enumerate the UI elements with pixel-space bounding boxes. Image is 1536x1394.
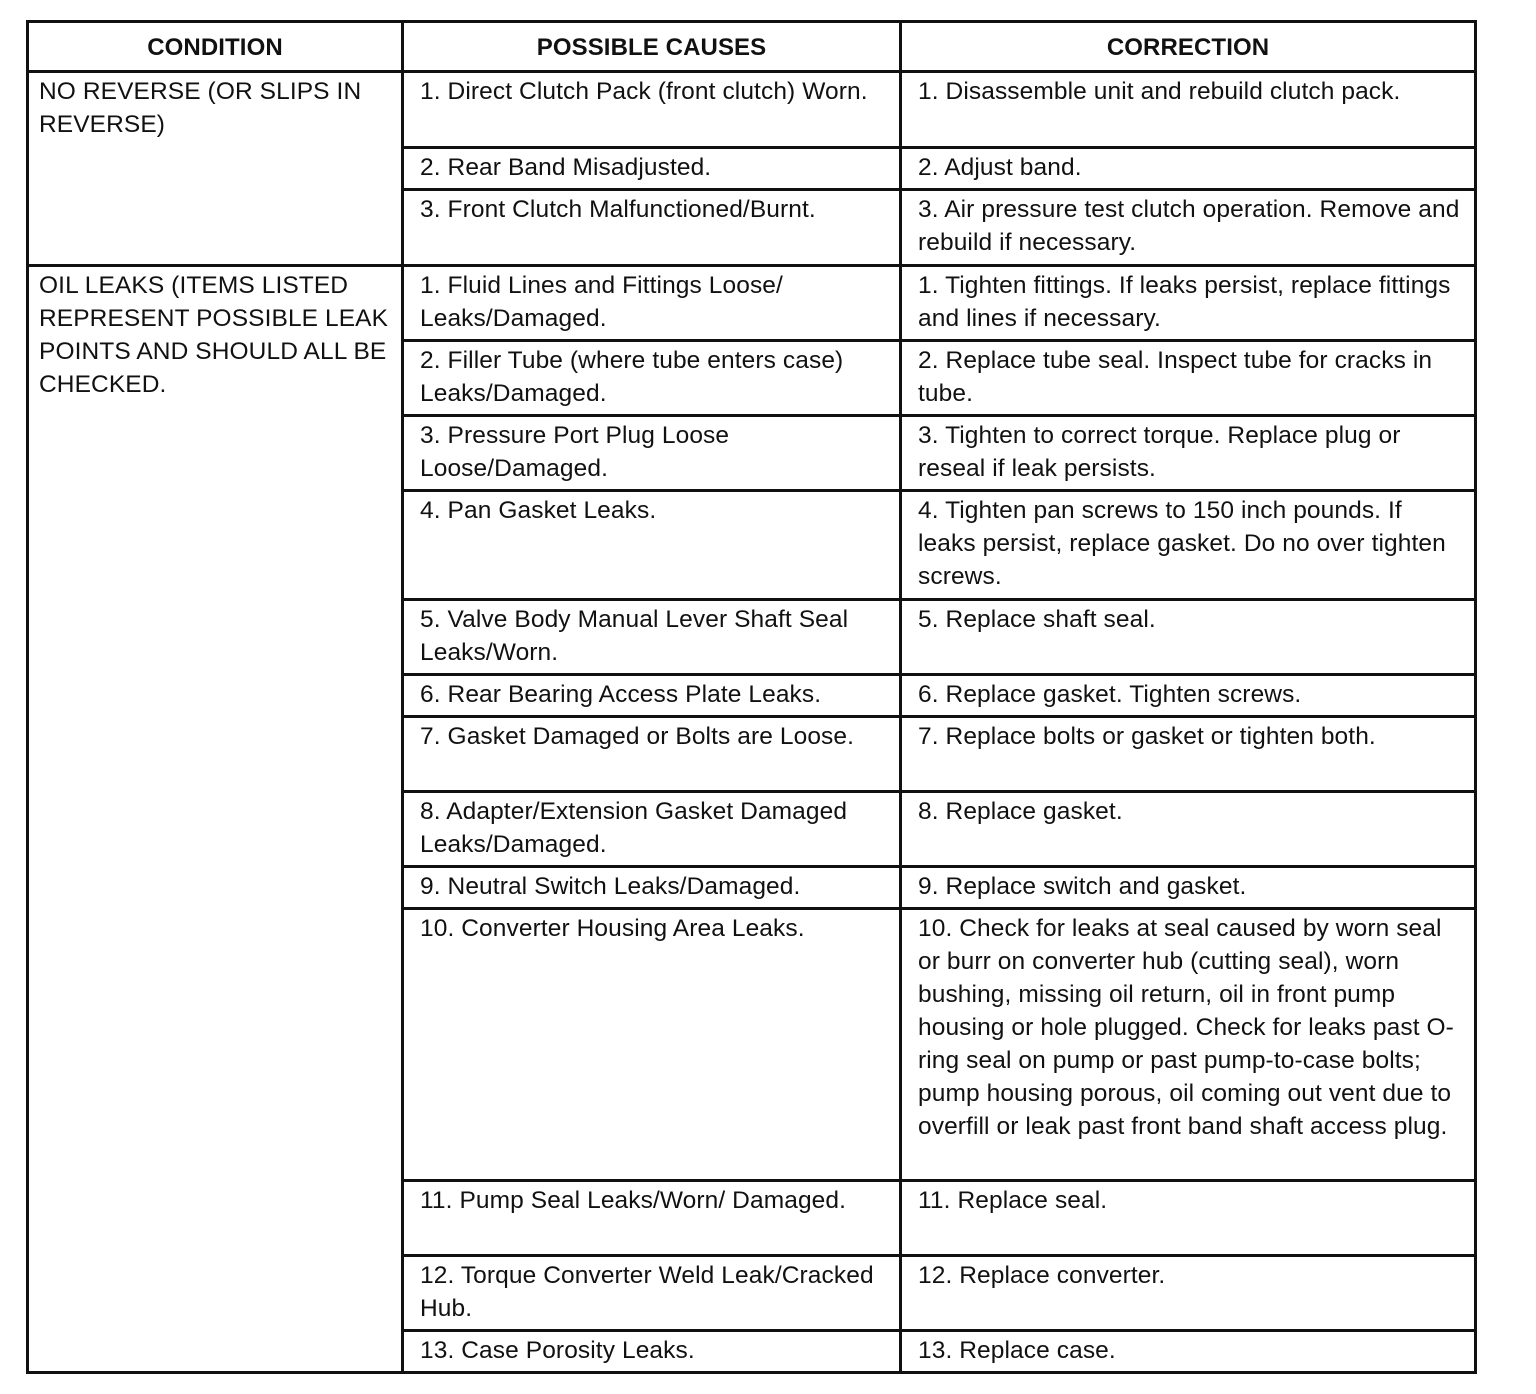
cause-cell: 9. Neutral Switch Leaks/Damaged. bbox=[403, 867, 901, 909]
cause-cell: 4. Pan Gasket Leaks. bbox=[403, 491, 901, 600]
correction-cell: 3. Tighten to correct torque. Replace plug or reseal if leak persists. bbox=[901, 416, 1476, 491]
cause-cell: 6. Rear Bearing Access Plate Leaks. bbox=[403, 675, 901, 717]
correction-cell: 7. Replace bolts or gasket or tighten both. bbox=[901, 717, 1476, 792]
correction-cell: 5. Replace shaft seal. bbox=[901, 600, 1476, 675]
correction-cell: 1. Tighten fittings. If leaks persist, replace fittings and lines if necessary. bbox=[901, 266, 1476, 341]
correction-cell: 2. Replace tube seal. Inspect tube for cracks in tube. bbox=[901, 341, 1476, 416]
cause-cell: 11. Pump Seal Leaks/Worn/ Damaged. bbox=[403, 1181, 901, 1256]
correction-cell: 2. Adjust band. bbox=[901, 148, 1476, 190]
correction-cell: 8. Replace gasket. bbox=[901, 792, 1476, 867]
cause-cell: 3. Front Clutch Malfunctioned/Burnt. bbox=[403, 190, 901, 266]
cause-cell: 13. Case Porosity Leaks. bbox=[403, 1331, 901, 1373]
header-correction: CORRECTION bbox=[901, 22, 1476, 72]
correction-cell: 13. Replace case. bbox=[901, 1331, 1476, 1373]
header-row bbox=[28, 22, 1476, 72]
cause-cell: 5. Valve Body Manual Lever Shaft Seal Leaks/Worn. bbox=[403, 600, 901, 675]
condition-oil-leaks: OIL LEAKS (ITEMS LISTED REPRESENT POSSIBLE LEAK POINTS AND SHOULD ALL BE CHECKED. bbox=[28, 266, 403, 1373]
cause-cell: 8. Adapter/Extension Gasket Damaged Leaks/Damaged. bbox=[403, 792, 901, 867]
correction-cell: 3. Air pressure test clutch operation. Remove and rebuild if necessary. bbox=[901, 190, 1476, 266]
header-possible-causes: POSSIBLE CAUSES bbox=[403, 22, 901, 72]
cause-cell: 3. Pressure Port Plug Loose Loose/Damaged. bbox=[403, 416, 901, 491]
condition-no-reverse: NO REVERSE (OR SLIPS IN REVERSE) bbox=[28, 72, 403, 266]
correction-cell: 4. Tighten pan screws to 150 inch pounds. If leaks persist, replace gasket. Do no over tighten screws. bbox=[901, 491, 1476, 600]
table-row bbox=[28, 266, 1476, 341]
header-condition: CONDITION bbox=[28, 22, 403, 72]
correction-cell: 6. Replace gasket. Tighten screws. bbox=[901, 675, 1476, 717]
table-row bbox=[28, 72, 1476, 148]
correction-cell: 10. Check for leaks at seal caused by worn seal or burr on converter hub (cutting seal), worn bushing, missing oil return, oil in front pump housing or hole plugged. Check for leaks past O-ring seal on pump or past pump-to-case bolts; pump housing porous, oil coming out vent due to overfill or leak past front band shaft access plug. bbox=[901, 909, 1476, 1181]
cause-cell: 1. Direct Clutch Pack (front clutch) Worn. bbox=[403, 72, 901, 148]
correction-cell: 1. Disassemble unit and rebuild clutch pack. bbox=[901, 72, 1476, 148]
table-body bbox=[28, 72, 1476, 1373]
cause-cell: 10. Converter Housing Area Leaks. bbox=[403, 909, 901, 1181]
troubleshooting-table bbox=[26, 20, 1477, 1374]
correction-cell: 9. Replace switch and gasket. bbox=[901, 867, 1476, 909]
cause-cell: 12. Torque Converter Weld Leak/Cracked Hub. bbox=[403, 1256, 901, 1331]
cause-cell: 2. Filler Tube (where tube enters case) Leaks/Damaged. bbox=[403, 341, 901, 416]
correction-cell: 12. Replace converter. bbox=[901, 1256, 1476, 1331]
table-header bbox=[28, 22, 1476, 72]
cause-cell: 2. Rear Band Misadjusted. bbox=[403, 148, 901, 190]
cause-cell: 7. Gasket Damaged or Bolts are Loose. bbox=[403, 717, 901, 792]
cause-cell: 1. Fluid Lines and Fittings Loose/ Leaks/Damaged. bbox=[403, 266, 901, 341]
correction-cell: 11. Replace seal. bbox=[901, 1181, 1476, 1256]
